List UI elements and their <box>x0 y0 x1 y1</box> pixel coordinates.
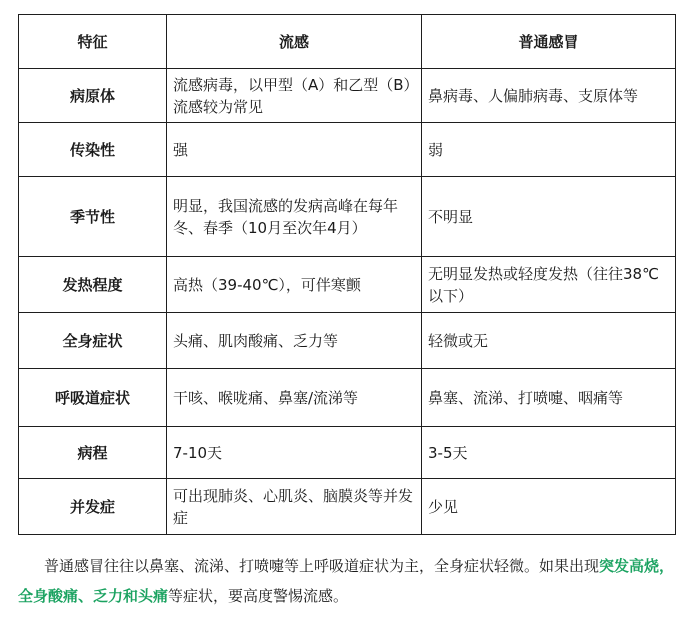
table-row <box>19 479 676 535</box>
row-cold: 轻微或无 <box>422 313 676 369</box>
table-row <box>19 313 676 369</box>
row-flu: 可出现肺炎、心肌炎、脑膜炎等并发症 <box>167 479 422 535</box>
table-row <box>19 69 676 123</box>
row-feature: 病原体 <box>19 69 167 123</box>
summary-note <box>18 551 682 611</box>
row-cold: 无明显发热或轻度发热（往往38℃以下） <box>422 257 676 313</box>
row-feature: 呼吸道症状 <box>19 369 167 427</box>
row-feature: 传染性 <box>19 123 167 177</box>
row-flu: 7-10天 <box>167 427 422 479</box>
header-feature: 特征 <box>19 15 167 69</box>
row-flu: 明显，我国流感的发病高峰在每年冬、春季（10月至次年4月） <box>167 177 422 257</box>
table-row <box>19 123 676 177</box>
row-cold: 弱 <box>422 123 676 177</box>
row-feature: 病程 <box>19 427 167 479</box>
note-text-part1: 普通感冒往往以鼻塞、流涕、打喷嚏等上呼吸道症状为主，全身症状轻微。如果出现 <box>44 557 600 575</box>
table-row <box>19 177 676 257</box>
row-feature: 发热程度 <box>19 257 167 313</box>
row-feature: 全身症状 <box>19 313 167 369</box>
row-flu: 干咳、喉咙痛、鼻塞/流涕等 <box>167 369 422 427</box>
comparison-table <box>18 14 676 535</box>
row-flu: 强 <box>167 123 422 177</box>
header-flu: 流感 <box>167 15 422 69</box>
table-header-row <box>19 15 676 69</box>
row-cold: 不明显 <box>422 177 676 257</box>
row-cold: 3-5天 <box>422 427 676 479</box>
table-row <box>19 257 676 313</box>
row-cold: 少见 <box>422 479 676 535</box>
note-highlight: 突发高烧，全身酸痛、乏力和头痛 <box>18 557 675 605</box>
row-flu: 高热（39-40℃），可伴寒颤 <box>167 257 422 313</box>
table-row <box>19 427 676 479</box>
header-cold: 普通感冒 <box>422 15 676 69</box>
row-feature: 并发症 <box>19 479 167 535</box>
row-flu: 头痛、肌肉酸痛、乏力等 <box>167 313 422 369</box>
row-flu: 流感病毒，以甲型（A）和乙型（B）流感较为常见 <box>167 69 422 123</box>
table-row <box>19 369 676 427</box>
note-text-part2: 等症状，要高度警惕流感。 <box>168 587 349 605</box>
row-cold: 鼻塞、流涕、打喷嚏、咽痛等 <box>422 369 676 427</box>
row-feature: 季节性 <box>19 177 167 257</box>
row-cold: 鼻病毒、人偏肺病毒、支原体等 <box>422 69 676 123</box>
